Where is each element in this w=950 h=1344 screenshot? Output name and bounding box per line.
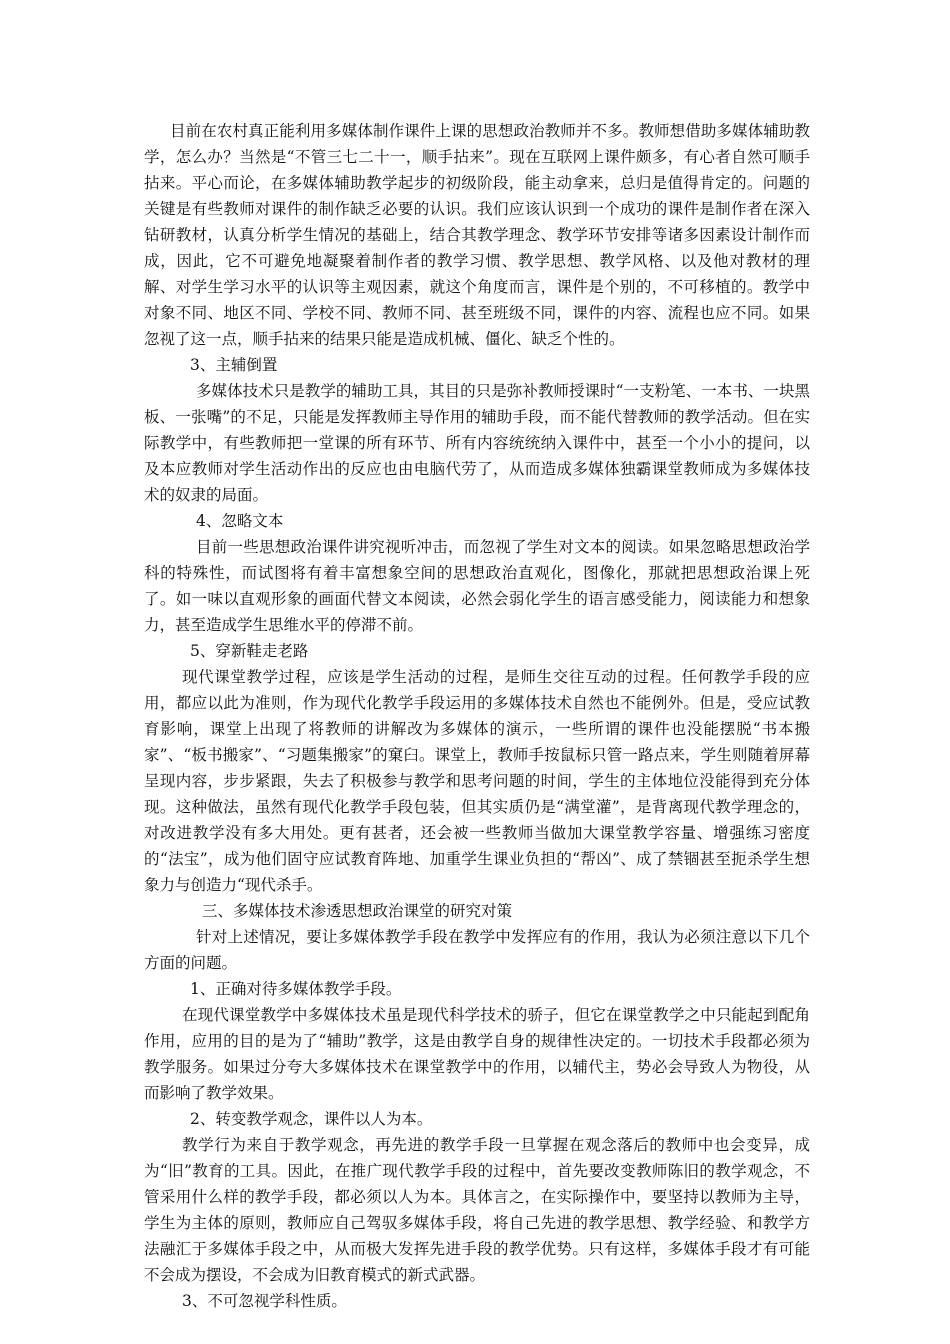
section-heading: 2、转变教学观念，课件以人为本。 (190, 1110, 433, 1128)
section-heading: 3、主辅倒置 (190, 356, 278, 374)
section-heading: 5、穿新鞋走老路 (190, 642, 309, 660)
paragraph: 多媒体技术只是教学的辅助工具，其目的只是弥补教师授课时“一支粉笔、一本书、一块黑板、一张嘴”的不足，只能是发挥教师主导作用的辅助手段，而不能代替教师的教学活动。但在实际教学中，有些教师把一堂课的所有环节、所有内容统统纳入课件中，甚至一个小小的提问，以及本应教师对学生活动作出的反应也由电脑代劳了，从而造成多媒体独霸课堂教师成为多媒体技术的奴隶的局面。 (144, 382, 810, 504)
paragraph: 针对上述情况，要让多媒体教学手段在教学中发挥应有的作用，我认为必须注意以下几个方面的问题。 (144, 928, 810, 972)
paragraph: 教学行为来自于教学观念，再先进的教学手段一旦掌握在观念落后的教师中也会变异，成为“旧”教育的工具。因此，在推广现代教学手段的过程中，首先要改变教师陈旧的教学观念，不管采用什么样的教学手段，都必须以人为本。具体言之，在实际操作中，要坚持以教师为主导，学生为主体的原则，教师应自己驾驭多媒体手段，将自己先进的教学思想、教学经验、和教学方法融汇于多媒体手段之中，从而极大发挥先进手段的教学优势。只有这样，多媒体手段才有可能不会成为摆设，不会成为旧教育模式的新式武器。 (144, 1136, 810, 1284)
paragraph: 目前一些思想政治课件讲究视听冲击，而忽视了学生对文本的阅读。如果忽略思想政治学科的特殊性，而试图将有着丰富想象空间的思想政治直观化，图像化，那就把思想政治课上死了。如一味以直观形象的画面代替文本阅读，必然会弱化学生的语言感受能力，阅读能力和想象力，甚至造成学生思维水平的停滞不前。 (144, 538, 810, 634)
document-page (144, 118, 810, 1314)
paragraph: 现代课堂教学过程，应该是学生活动的过程，是师生交往互动的过程。任何教学手段的应用，都应以此为准则，作为现代化教学手段运用的多媒体技术自然也不能例外。但是，受应试教育影响，课堂上出现了将教师的讲解改为多媒体的演示，一些所谓的课件也没能摆脱“书本搬家”、“板书搬家”、“习题集搬家”的窠臼。课堂上，教师手按鼠标只管一路点来，学生则随着屏幕呈现内容，步步紧跟，失去了积极参与教学和思考问题的时间，学生的主体地位没能得到充分体现。这种做法，虽然有现代化教学手段包装，但其实质仍是“满堂灌”，是背离现代教学理念的，对改进教学没有多大用处。更有甚者，还会被一些教师当做加大课堂教学容量、增强练习密度的“法宝”，成为他们固守应试教育阵地、加重学生课业负担的“帮凶”、成了禁锢甚至扼杀学生想象力与创造力“现代杀手。 (144, 668, 810, 894)
paragraph: 在现代课堂教学中多媒体技术虽是现代科学技术的骄子，但它在课堂教学之中只能起到配角作用，应用的目的是为了“辅助”教学，这是由教学自身的规律性决定的。一切技术手段都必须为教学服务。如果过分夸大多媒体技术在课堂教学中的作用，以辅代主，势必会导致人为物役，从而影响了教学效果。 (144, 1006, 810, 1102)
chapter-heading: 三、多媒体技术渗透思想政治课堂的研究对策 (202, 902, 513, 920)
section-heading: 1、正确对待多媒体教学手段。 (190, 980, 402, 998)
section-heading: 4、忽略文本 (196, 512, 284, 530)
paragraph: 目前在农村真正能利用多媒体制作课件上课的思想政治教师并不多。教师想借助多媒体辅助教学，怎么办？当然是“不管三七二十一，顺手拈来”。现在互联网上课件颇多，有心者自然可顺手拈来。平心而论，在多媒体辅助教学起步的初级阶段，能主动拿来，总归是值得肯定的。问题的关键是有些教师对课件的制作缺乏必要的认识。我们应该认识到一个成功的课件是制作者在深入钻研教材，认真分析学生情况的基础上，结合其教学理念、教学环节安排等诸多因素设计制作而成，因此，它不可避免地凝聚着制作者的教学习惯、教学思想、教学风格、以及他对教材的理解、对学生学习水平的认识等主观因素，就这个角度而言，课件是个别的，不可移植的。教学中对象不同、地区不同、学校不同、教师不同、甚至班级不同，课件的内容、流程也应不同。如果忽视了这一点，顺手拈来的结果只能是造成机械、僵化、缺乏个性的。 (144, 122, 810, 348)
section-heading: 3、不可忽视学科性质。 (182, 1292, 347, 1310)
